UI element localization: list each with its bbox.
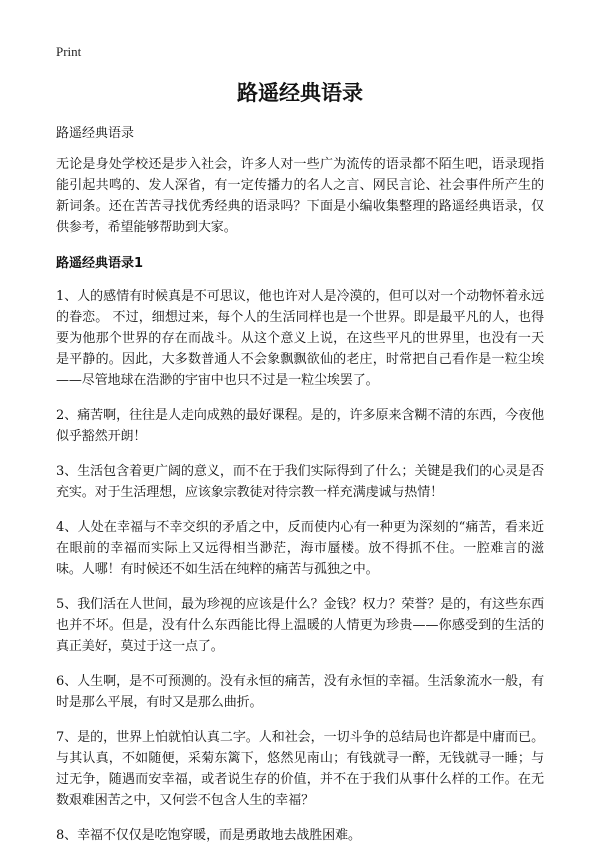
quote-item-1: 1、人的感情有时候真是不可思议，他也许对人是冷漠的，但可以对一个动物怀着永远的眷恋。 不过，细想过来，每个人的生活同样也是一个世界。即是最平凡的人，也得要为他那个世界的存在而战斗。从这个意义上说，在这些平凡的世界里，也没有一天是平静的。因此，大多数普通人不会象飘飘欲仙的老庄，时常把自己看作是一粒尘埃——尽管地球在浩渺的宇宙中也只不过是一粒尘埃罢了。 bbox=[56, 289, 544, 388]
document-page bbox=[56, 76, 544, 846]
print-link[interactable]: Print bbox=[56, 44, 82, 59]
quote-item-3: 3、生活包含着更广阔的意义，而不在于我们实际得到了什么；关键是我们的心灵是否充实。对于生活理想，应该象宗教徒对待宗教一样充满虔诚与热情！ bbox=[56, 464, 544, 500]
quote-list bbox=[56, 286, 544, 846]
quote-item-7: 7、是的，世界上怕就怕认真二字。人和社会，一切斗争的总结局也许都是中庸而已。与其认真，不如随便，采菊东篱下，悠然见南山；有钱就寻一醉，无钱就寻一睡；与过无争，随遇而安幸福，或者说生存的价值，并不在于我们从事什么样的工作。在无数艰难困苦之中，又何尝不包含人生的幸福？ bbox=[56, 730, 544, 808]
quote-item-6: 6、人生啊，是不可预测的。没有永恒的痛苦，没有永恒的幸福。生活象流水一般，有时是那么平展，有时又是那么曲折。 bbox=[56, 674, 544, 710]
page-title: 路遥经典语录 bbox=[237, 81, 363, 105]
intro-paragraph: 无论是身处学校还是步入社会，许多人对一些广为流传的语录都不陌生吧，语录现指能引起共鸣的、发人深省，有一定传播力的名人之言、网民言论、社会事件所产生的新词条。还在苦苦寻找优秀经典的语录吗？下面是小编收集整理的路遥经典语录，仅供参考，希望能够帮助到大家。 bbox=[56, 157, 544, 235]
quote-item-5: 5、我们活在人世间，最为珍视的应该是什么？金钱？权力？荣誉？是的，有这些东西也并不坏。但是，没有什么东西能比得上温暖的人情更为珍贵——你感受到的生活的真正美好，莫过于这一点了。 bbox=[56, 597, 544, 654]
document-subtitle: 路遥经典语录 bbox=[56, 126, 135, 141]
quote-item-4: 4、人处在幸福与不幸交织的矛盾之中，反而使内心有一种更为深刻的“痛苦，看来近在眼前的幸福而实际上又远得相当渺茫，海市蜃楼。放不得抓不住。一腔难言的滋味。人哪！有时候还不如生活在纯粹的痛苦与孤独之中。 bbox=[56, 520, 544, 577]
quote-item-8: 8、幸福不仅仅是吃饱穿暖，而是勇敢地去战胜困难。 bbox=[56, 828, 361, 843]
section-heading: 路遥经典语录1 bbox=[56, 256, 144, 271]
quote-item-2: 2、痛苦啊，往往是人走向成熟的最好课程。是的，许多原来含糊不清的东西，今夜他似乎豁然开朗！ bbox=[56, 408, 544, 444]
